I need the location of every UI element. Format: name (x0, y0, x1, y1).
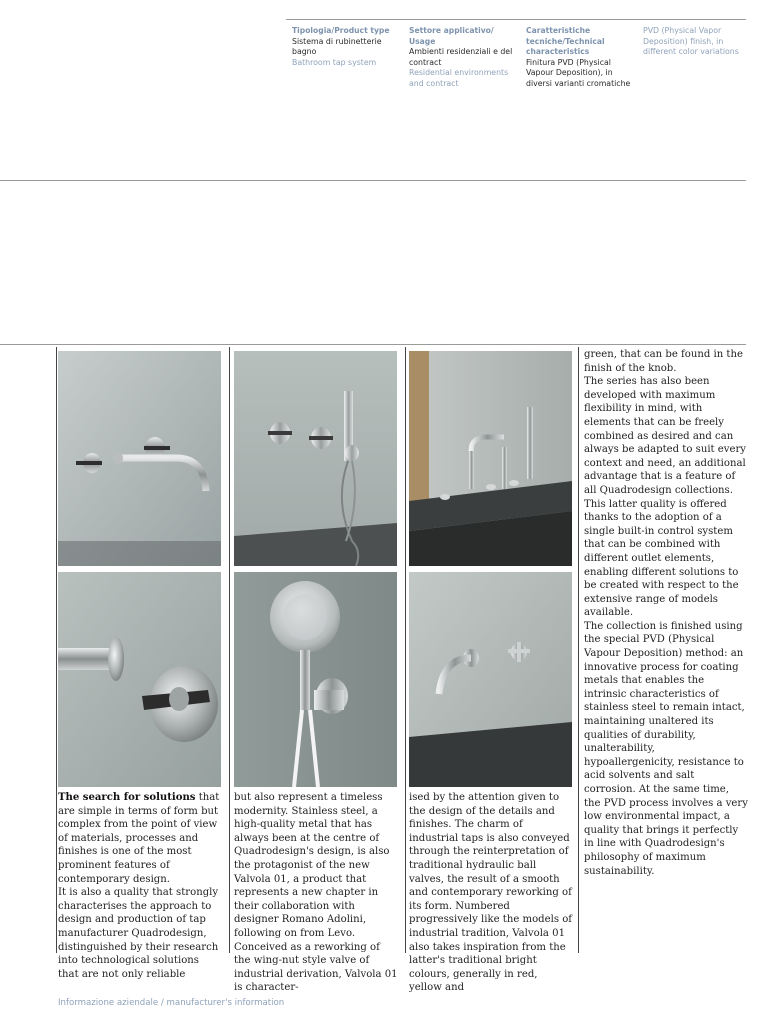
article-column-1 (58, 791, 222, 981)
article-column-2 (234, 791, 398, 995)
wall-mounted-basin-mixer-photo (58, 351, 221, 566)
meta-product-type (292, 26, 400, 68)
meta-technical-en (643, 26, 751, 58)
meta-value-en: Residential environments and contract (409, 68, 509, 88)
paragraph: This latter quality is offered thanks to the adoption of a single built-in control system that can be combined with different outlet elements, enabling different solutions to be created with respect to the extensive range of models available. (584, 498, 739, 619)
meta-value-it: Finitura PVD (Physical Vapour Deposition), in diversi varianti cromatiche (526, 57, 631, 88)
mid-rule (0, 180, 746, 181)
meta-label: Caratteristiche tecniche/Technical characteristics (526, 26, 605, 57)
top-rule (286, 19, 746, 20)
paragraph: It is also a quality that strongly characterises the approach to design and production of tap manufacturer Quadrodesign, distinguished by their research into technological solutions that are not only reliable (58, 887, 219, 980)
paragraph: Conceived as a reworking of the wing-nut style valve of industrial derivation, Valvola 01 is character- (234, 941, 398, 994)
page-footer: Informazione aziendale / manufacturer's information (58, 998, 285, 1008)
paragraph: The series has also been developed with maximum flexibility in mind, with elements that can be freely combined as desired and can always be adapted to suit every context and need, an additional advantage that is a feature of all Quadrodesign collections. (584, 376, 746, 496)
meta-value-it: Ambienti residenziali e del contract (409, 47, 513, 67)
article-column-3 (409, 791, 573, 995)
meta-label: Settore applicativo/ Usage (409, 26, 494, 46)
shower-set-photo (234, 351, 397, 566)
paragraph: ised by the attention given to the design of the details and finishes. The charm of industrial taps is also conveyed through the reinterpretation of traditional hydraulic ball valves, the result of a smooth and contemporary reworking of its form. Numbered progressively like the models of industrial tradition, Valvola 01 also takes inspiration from the latter's traditional bright colours, generally in red, yellow and (409, 792, 573, 994)
meta-value-it: Sistema di rubinetterie bagno (292, 36, 382, 57)
column-divider (56, 347, 57, 953)
paragraph: The collection is finished using the special PVD (Physical Vapour Deposition) method: an innovative process for coating metals that enables the intrinsic characteristics of stainless steel to remain intact, maintaining unaltered its qualities of durability, unalterability, hypoallergenicity, resistance to acid solvents and salt corrosion. At the same time, the PVD process involves a very low environmental impact, a quality that brings it perfectly in line with Quadrodesign's philosophy of maximum sustainability. (584, 620, 748, 877)
column-divider (229, 347, 230, 953)
meta-label: Tipologia/Product type (292, 26, 390, 35)
meta-value-en: Bathroom tap system (292, 57, 377, 67)
paragraph: green, that can be found in the finish of the knob. (584, 349, 743, 374)
knob-detail-photo (58, 572, 221, 787)
meta-usage (409, 26, 517, 90)
paragraph: but also represent a timeless modernity. Stainless steel, a high-quality metal that has always been at the centre of Quadrodesign's design, is also the protagonist of the new Valvola 01, a product that represents a new chapter in their collaboration with designer Romano Adolini, following on from Levo. (234, 792, 390, 939)
column-divider (405, 347, 406, 953)
section-rule (0, 344, 746, 345)
paragraph-text: that are simple in terms of form but complex from the point of view of materials, processes and finishes is one of the most prominent features of contemporary design. (58, 792, 220, 885)
column-divider (578, 347, 579, 953)
shower-head-detail-photo (234, 572, 397, 787)
meta-technical (526, 26, 634, 90)
meta-value-en: PVD (Physical Vapor Deposition) finish, in different color variations (643, 26, 739, 57)
wall-spout-photo (409, 572, 572, 787)
paragraph (58, 791, 222, 886)
article-column-4 (584, 348, 748, 878)
lead-in: The search for solutions (58, 792, 196, 803)
bathtub-mixer-on-concrete-photo (409, 351, 572, 566)
